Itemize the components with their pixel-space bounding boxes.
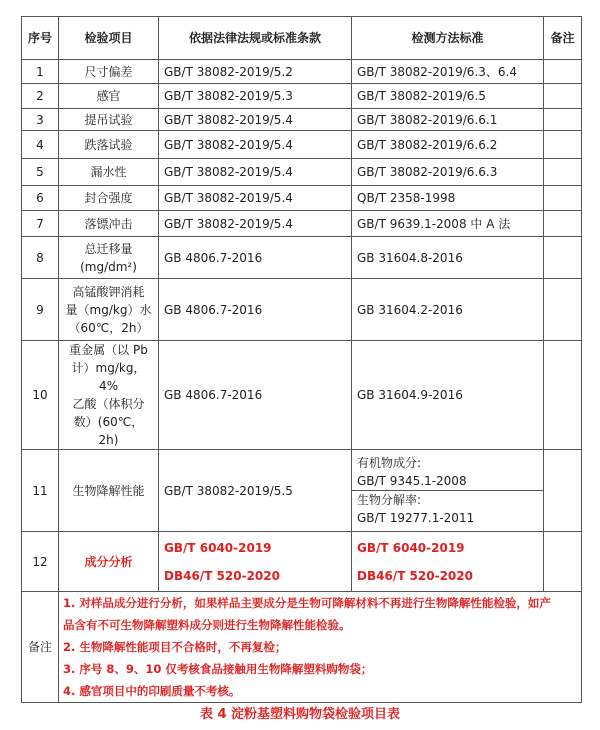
row-remark [544, 109, 582, 131]
inspection-items-table [21, 16, 582, 703]
row-item: 跌落试验 [59, 131, 159, 159]
row-remark [544, 186, 582, 211]
method-line: DB46/T 520-2020 [357, 568, 473, 583]
item-line: 数）(60℃，2h) [73, 415, 144, 447]
method-line: GB/T 6040-2019 [357, 540, 465, 555]
row-method: GB 31604.2-2016 [352, 279, 544, 341]
row-item: 封合强度 [59, 186, 159, 211]
row-no: 9 [22, 279, 59, 341]
row-item: 尺寸偏差 [59, 60, 159, 84]
row-method: QB/T 2358-1998 [352, 186, 544, 211]
header-no: 序号 [22, 17, 59, 60]
method-organic-label: 有机物成分: [357, 456, 422, 470]
table-row [22, 60, 582, 84]
row-method: GB/T 38082-2019/6.6.2 [352, 131, 544, 159]
row-no: 4 [22, 131, 59, 159]
header-method: 检测方法标准 [352, 17, 544, 60]
row-no: 7 [22, 211, 59, 237]
item-line: 计）mg/kg，4% [71, 361, 146, 393]
row-remark [544, 237, 582, 279]
item-line: 乙酸（体积分 [72, 397, 145, 411]
row-item: 落镖冲击 [59, 211, 159, 237]
table-row [22, 211, 582, 237]
note-line: 品含有不可生物降解塑料成分则进行生物降解性能检验。 [63, 618, 351, 632]
table-row [22, 186, 582, 211]
row-method: GB/T 38082-2019/6.3、6.4 [352, 60, 544, 84]
item-line: （60℃，2h） [68, 320, 149, 335]
row-item: 漏水性 [59, 159, 159, 186]
table-row [22, 279, 582, 341]
note-line: 2. 生物降解性能项目不合格时，不再复检； [63, 640, 287, 654]
basis-line: DB46/T 520-2020 [164, 568, 280, 583]
table-row [22, 532, 582, 592]
method-biodeg-label: 生物分解率: [357, 493, 422, 507]
table-row [22, 450, 582, 532]
row-basis: GB/T 38082-2019/5.2 [159, 60, 352, 84]
table-row [22, 159, 582, 186]
table-row [22, 341, 582, 450]
row-basis [159, 532, 352, 592]
row-no: 3 [22, 109, 59, 131]
notes-content [59, 592, 582, 703]
method-biodeg-value: GB/T 19277.1-2011 [357, 511, 475, 525]
item-line: (mg/dm²) [80, 259, 137, 274]
row-method: GB/T 9639.1-2008 中 A 法 [352, 211, 544, 237]
row-method [352, 532, 544, 592]
row-item [59, 237, 159, 279]
row-remark [544, 84, 582, 109]
header-item: 检验项目 [59, 17, 159, 60]
notes-row [22, 592, 582, 703]
row-basis: GB/T 38082-2019/5.4 [159, 211, 352, 237]
row-item: 成分分析 [59, 532, 159, 592]
row-basis: GB/T 38082-2019/5.4 [159, 131, 352, 159]
row-method: GB/T 38082-2019/6.6.3 [352, 159, 544, 186]
row-remark [544, 131, 582, 159]
notes-label: 备注 [22, 592, 59, 703]
table-row [22, 237, 582, 279]
table-row [22, 131, 582, 159]
row-basis: GB/T 38082-2019/5.3 [159, 84, 352, 109]
row-no: 8 [22, 237, 59, 279]
row-item [59, 279, 159, 341]
row-method [352, 450, 544, 532]
row-method: GB 31604.8-2016 [352, 237, 544, 279]
row-remark [544, 159, 582, 186]
row-item: 感官 [59, 84, 159, 109]
row-no: 11 [22, 450, 59, 532]
item-line: 重金属（以 Pb [69, 343, 148, 357]
row-item: 生物降解性能 [59, 450, 159, 532]
note-line: 4. 感官项目中的印刷质量不考核。 [63, 684, 241, 698]
row-basis: GB 4806.7-2016 [159, 279, 352, 341]
note-line: 3. 序号 8、9、10 仅考核食品接触用生物降解塑料购物袋； [63, 662, 373, 676]
row-remark [544, 450, 582, 532]
row-basis: GB/T 38082-2019/5.4 [159, 186, 352, 211]
header-remark: 备注 [544, 17, 582, 60]
row-remark [544, 211, 582, 237]
row-no: 12 [22, 532, 59, 592]
note-line: 1. 对样品成分进行分析，如果样品主要成分是生物可降解材料不再进行生物降解性能检验，如产 [63, 596, 551, 610]
row-basis: GB/T 38082-2019/5.4 [159, 159, 352, 186]
row-method: GB 31604.9-2016 [352, 341, 544, 450]
row-remark [544, 279, 582, 341]
row-item: 提吊试验 [59, 109, 159, 131]
row-remark [544, 60, 582, 84]
row-remark [544, 532, 582, 592]
row-basis: GB/T 38082-2019/5.5 [159, 450, 352, 532]
row-no: 10 [22, 341, 59, 450]
table-header-row [22, 17, 582, 60]
row-method: GB/T 38082-2019/6.6.1 [352, 109, 544, 131]
table-caption: 表 4 淀粉基塑料购物袋检验项目表 [199, 707, 401, 722]
table-row [22, 109, 582, 131]
row-basis: GB 4806.7-2016 [159, 341, 352, 450]
row-method: GB/T 38082-2019/6.5 [352, 84, 544, 109]
header-basis: 依据法律法规或标准条款 [159, 17, 352, 60]
row-no: 1 [22, 60, 59, 84]
row-no: 6 [22, 186, 59, 211]
row-no: 2 [22, 84, 59, 109]
item-line: 高锰酸钾消耗 [72, 284, 145, 299]
row-item [59, 341, 159, 450]
row-basis: GB 4806.7-2016 [159, 237, 352, 279]
method-organic-value: GB/T 9345.1-2008 [357, 474, 467, 488]
table-row [22, 84, 582, 109]
basis-line: GB/T 6040-2019 [164, 540, 272, 555]
row-no: 5 [22, 159, 59, 186]
item-line: 总迁移量 [84, 241, 133, 256]
item-line: 量（mg/kg）水 [65, 302, 152, 317]
row-basis: GB/T 38082-2019/5.4 [159, 109, 352, 131]
row-remark [544, 341, 582, 450]
